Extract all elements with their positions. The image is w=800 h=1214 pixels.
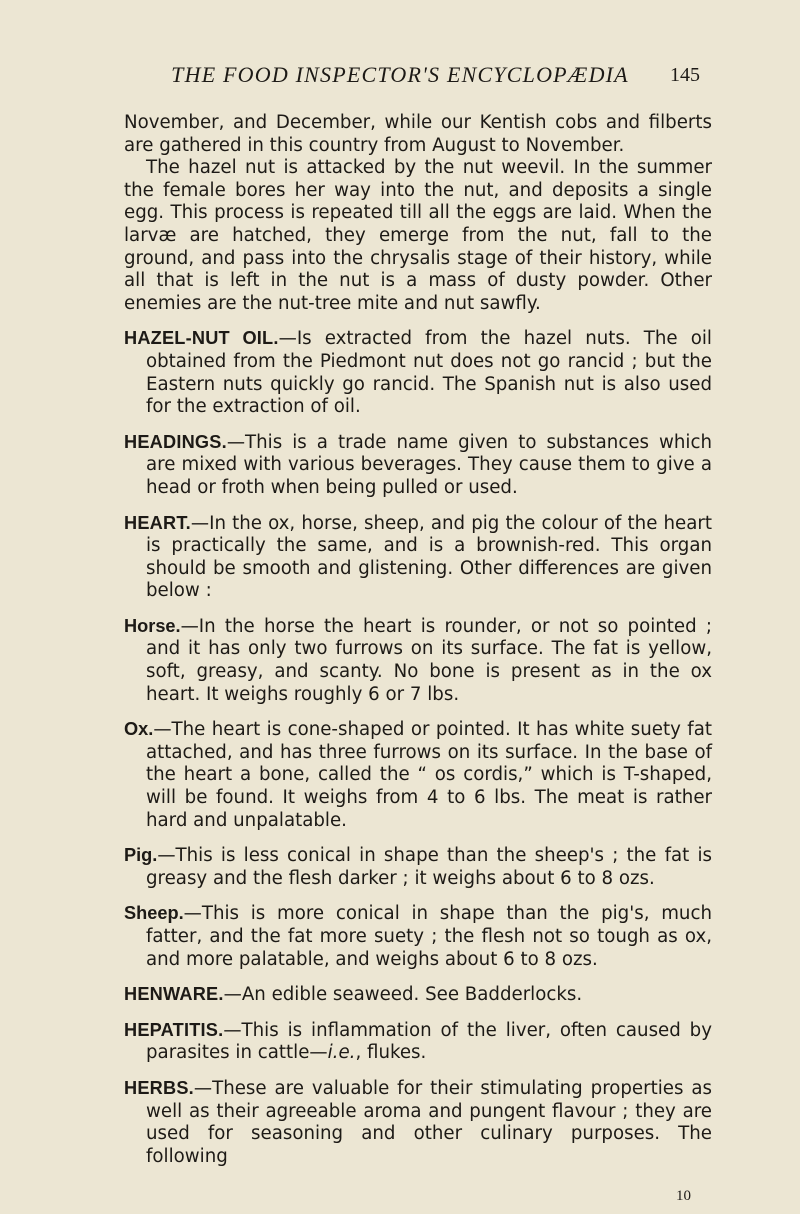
subentry-sheep — [124, 902, 712, 971]
subentry-text: —This is less conical in shape than the sheep's ; the fat is greasy and the flesh darker ; it weighs about 6 to 8 ozs. — [146, 845, 712, 889]
subentry-headword: Sheep. — [124, 903, 184, 924]
entry-headword: HEADINGS. — [124, 431, 227, 452]
entry-henware — [124, 983, 712, 1007]
entry-text: —This is a trade name given to substances which are mixed with various beverages. They cause them to give a head or froth when being pulled or used. — [146, 431, 712, 498]
subentry-headword: Ox. — [124, 719, 154, 740]
entry-text: , flukes. — [355, 1042, 427, 1064]
page-number: 145 — [670, 64, 700, 86]
paragraph-nut-weevil: The hazel nut is attacked by the nut weevil. In the summer the female bores her way into the nut, and deposits a single egg. This process is repeated till all the eggs are laid. When the larvæ are hatched, they emerge from the nut, fall to the ground, and pass into the chrysalis stage of their history, while all that is left in the nut is a mass of dusty powder. Other enemies are the nut-tree mite and nut sawfly. — [124, 157, 712, 314]
entry-heart — [124, 512, 712, 603]
running-header — [0, 62, 800, 102]
subentry-ox — [124, 718, 712, 832]
entry-text: —Is extracted from the hazel nuts. The oil obtained from the Piedmont nut does not go rancid ; but the Eastern nuts quickly go rancid. The Spanish nut is also used for the extraction of oil. — [146, 328, 712, 418]
entry-herbs — [124, 1077, 712, 1168]
entry-text: —In the ox, horse, sheep, and pig the colour of the heart is practically the same, and is a brownish-red. This organ should be smooth and glistening. Other differences are given below : — [146, 512, 712, 602]
entry-headword: HERBS. — [124, 1077, 194, 1098]
entry-headword: HAZEL-NUT OIL. — [124, 328, 279, 349]
entry-headword: HEART. — [124, 512, 191, 533]
subentry-headword: Horse. — [124, 615, 181, 636]
subentry-text: —This is more conical in shape than the pig's, much fatter, and the fat more suety ; the flesh not so tough as ox, and more palatable, and weighs about 6 to 8 ozs. — [146, 903, 712, 970]
entry-headings — [124, 431, 712, 500]
paragraph-continuation: November, and December, while our Kentish cobs and filberts are gathered in this country from August to November. — [124, 112, 712, 156]
entry-text: —These are valuable for their stimulating properties as well as their agreeable aroma and pungent flavour ; they are used for seasoning and other culinary purposes. The following — [146, 1077, 712, 1167]
running-title: THE FOOD INSPECTOR'S ENCYCLOPÆDIA — [171, 62, 629, 87]
entry-headword: HEPATITIS. — [124, 1019, 224, 1040]
signature-mark: 10 — [676, 1188, 691, 1204]
subentry-pig — [124, 844, 712, 890]
body-text — [124, 112, 712, 1168]
subentry-text: —The heart is cone-shaped or pointed. It has white suety fat attached, and has three furrows on its surface. In the base of the heart a bone, called the “ os cordis,” which is T-shaped, will be found. It weighs from 4 to 6 lbs. The meat is rather hard and unpalatable. — [146, 719, 712, 831]
entry-text: —An edible seaweed. See Badderlocks. — [223, 984, 583, 1006]
subentry-headword: Pig. — [124, 845, 158, 866]
entry-headword: HENWARE. — [124, 984, 224, 1005]
subentry-horse — [124, 615, 712, 706]
subentry-text: —In the horse the heart is rounder, or not so pointed ; and it has only two furrows on its surface. The fat is yellow, soft, greasy, and scanty. No bone is present as in the ox heart. It weighs roughly 6 or 7 lbs. — [146, 615, 712, 705]
entry-hepatitis — [124, 1019, 712, 1065]
entry-hazel-nut-oil — [124, 327, 712, 418]
entry-text-italic: i.e. — [327, 1042, 356, 1064]
entry-text: —This is inflammation of the liver, often caused by parasites in cattle— — [146, 1019, 712, 1064]
